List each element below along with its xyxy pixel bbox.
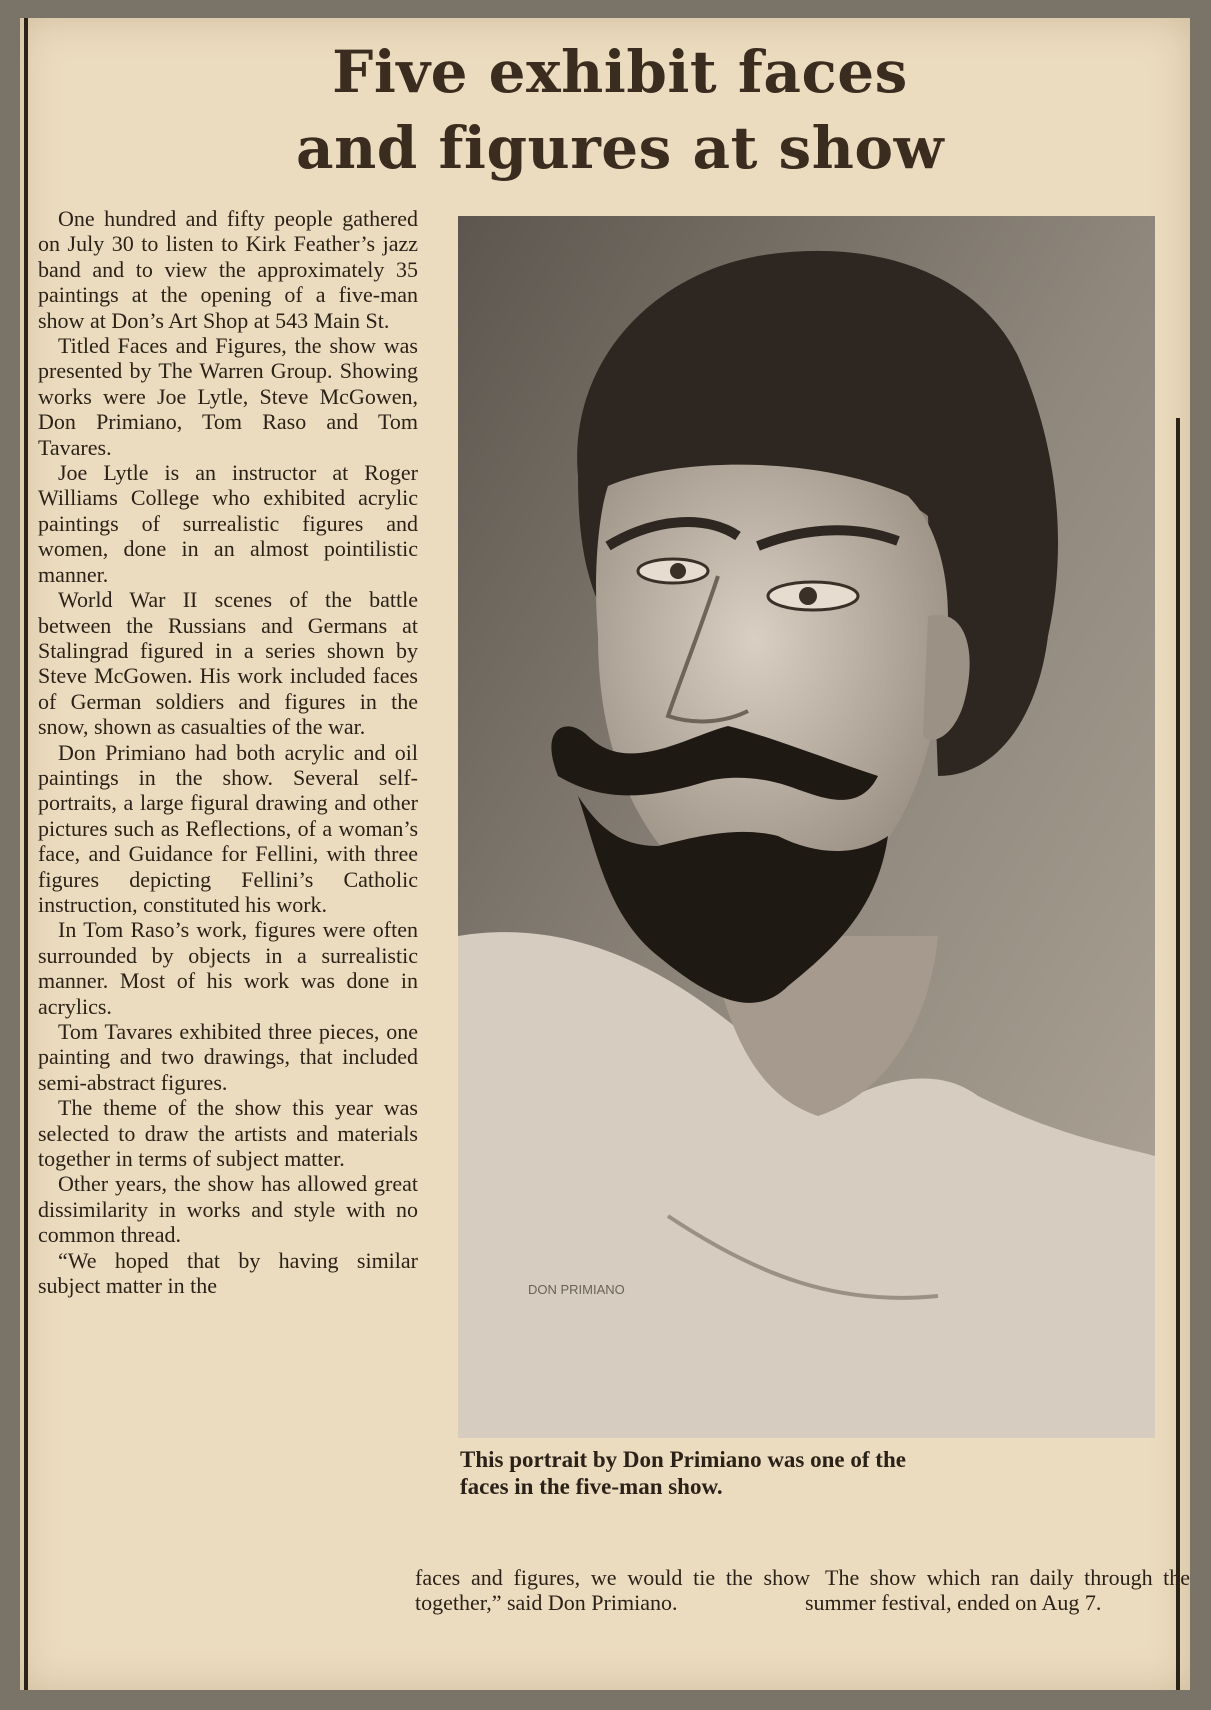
article-paragraph: In Tom Raso’s work, figures were often surrounded by objects in a surrealistic manner. Most of his work was done in acrylics.	[38, 917, 418, 1019]
portrait-photo	[458, 216, 1155, 1438]
newspaper-clipping	[20, 18, 1190, 1690]
photo-caption	[460, 1446, 1160, 1500]
right-column-rule	[1176, 418, 1180, 1690]
article-continuation: faces and figures, we would tie the show together,” said Don Primiano.	[415, 1565, 810, 1616]
article-paragraph: Don Primiano had both acrylic and oil paintings in the show. Several self-portraits, a large figural drawing and other pictures such as Reflections, of a woman’s face, and Guidance for Fellini, with three figures depicting Fellini’s Catholic instruction, constituted his work.	[38, 739, 418, 917]
article-column-middle	[415, 1565, 810, 1616]
article-paragraph: One hundred and fifty people gathered on July 30 to listen to Kirk Feather’s jazz band and to view the approximately 35 paintings at the opening of a five-man show at Don’s Art Shop at 543 Main St.	[38, 206, 418, 333]
article-paragraph: Joe Lytle is an instructor at Roger Williams College who exhibited acrylic paintings of surrealistic figures and women, done in an almost pointilistic manner.	[38, 460, 418, 587]
article-column-right	[805, 1565, 1190, 1616]
artist-signature: DON PRIMIANO	[528, 1282, 625, 1297]
caption-line-2: faces in the five-man show.	[460, 1474, 723, 1499]
article-closing-paragraph: The show which ran daily through the summer festival, ended on Aug 7.	[805, 1565, 1190, 1616]
article-paragraph: Tom Tavares exhibited three pieces, one painting and two drawings, that included semi-abstract figures.	[38, 1019, 418, 1095]
article-paragraph: The theme of the show this year was selected to draw the artists and materials together in terms of subject matter.	[38, 1095, 418, 1172]
article-column-left	[38, 206, 418, 1298]
portrait-illustration	[458, 216, 1155, 1438]
article-paragraph: “We hoped that by having similar subject matter in the	[38, 1247, 418, 1299]
headline	[170, 34, 1070, 186]
headline-line-2: and figures at show	[295, 114, 944, 182]
article-paragraph: World War II scenes of the battle between the Russians and Germans at Stalingrad figured in a series shown by Steve McGowen. His work included faces of German soldiers and figures in the snow, shown as casualties of the war.	[38, 587, 418, 740]
left-column-rule	[24, 18, 28, 1690]
headline-line-1: Five exhibit faces	[332, 38, 908, 106]
caption-line-1: This portrait by Don Primiano was one of the	[460, 1447, 906, 1472]
article-paragraph: Other years, the show has allowed great dissimilarity in works and style with no common thread.	[38, 1171, 418, 1248]
article-paragraph: Titled Faces and Figures, the show was presented by The Warren Group. Showing works were Joe Lytle, Steve McGowen, Don Primiano, Tom Raso and Tom Tavares.	[38, 333, 418, 460]
